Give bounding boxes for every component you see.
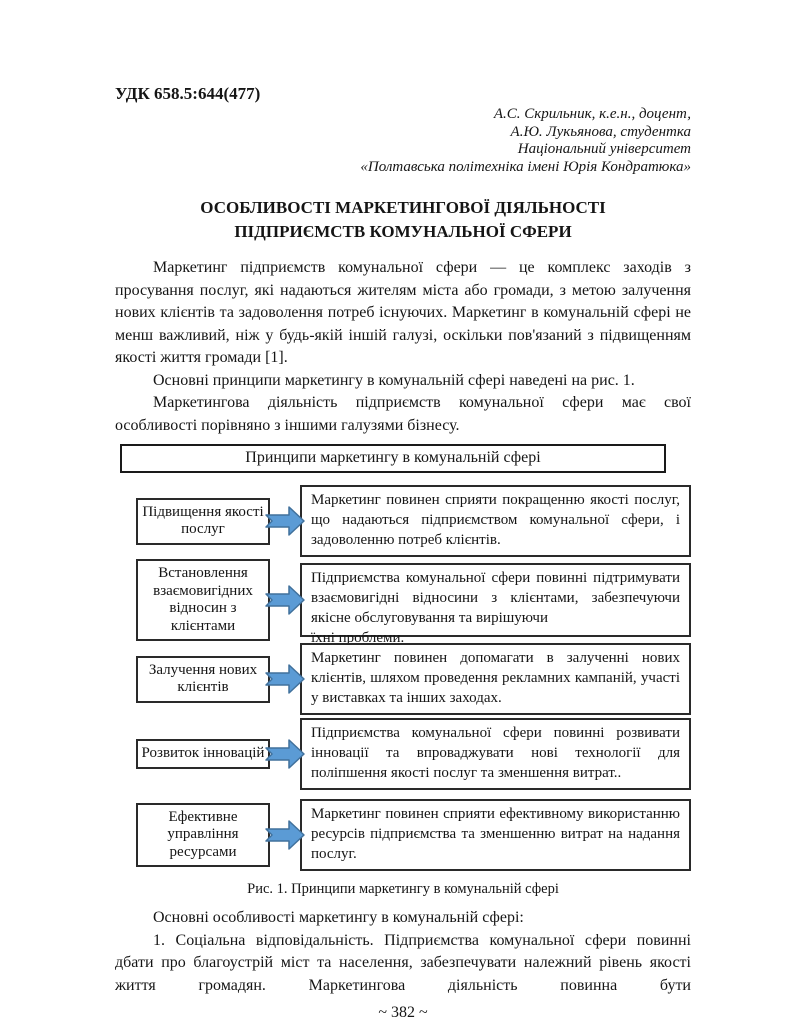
principle-box: Залучення нових клієнтів (136, 656, 270, 703)
paper-title (115, 196, 691, 244)
principle-box: Ефективне управління ресурсами (136, 803, 270, 868)
description-box (300, 485, 691, 557)
principle-box: Розвиток інновацій (136, 739, 270, 769)
author-line: А.С. Скрильник, к.е.н., доцент, (493, 106, 691, 122)
affiliation-line: Національний університет (517, 141, 691, 157)
description-box (300, 563, 691, 646)
affiliation-line: «Полтавська політехніка імені Юрія Кондратюка» (360, 158, 691, 175)
figure-row (115, 799, 691, 871)
flow-arrow-icon (268, 664, 302, 694)
figure-rows (115, 485, 691, 871)
description-text: Маркетинг повинен допомагати в залученні нових клієнтів, шляхом проведення рекламних кампаній, участі у виставках та інших заходах. (311, 650, 680, 706)
flow-arrow-icon (268, 585, 302, 615)
description-text: Маркетинг повинен сприяти ефективному використанню ресурсів підприємства та зменшенню витрат на надання послуг. (311, 806, 680, 862)
page-number: ~ 382 ~ (378, 1004, 428, 1021)
body-paragraph: Маркетингова діяльність підприємств комунальної сфери має свої особливості порівняно з іншими галузями бізнесу. (115, 394, 691, 434)
description-box (300, 718, 691, 790)
description-box (300, 643, 691, 715)
figure-caption: Рис. 1. Принципи маркетингу в комунальній сфері (247, 881, 559, 897)
principle-box: Встановлення взаємовигідних відносин з клієнтами (136, 559, 270, 641)
principle-box: Підвищення якості послуг (136, 498, 270, 545)
description-text: Підприємства комунальної сфери повинні підтримувати взаємовигідні відносини з клієнтами, забезпечуючи якісне обслуговування та вирішуючи (311, 570, 680, 626)
figure-row (115, 559, 691, 646)
author-line: А.Ю. Лукьянова, студентка (510, 123, 691, 140)
clipped-text-line: їхні проблеми. (311, 630, 405, 646)
flow-arrow-icon (268, 506, 302, 536)
body-paragraph: Основні принципи маркетингу в комунальній сфері наведені на рис. 1. (153, 371, 635, 389)
paper-title-line: ОСОБЛИВОСТІ МАРКЕТИНГОВОЇ ДІЯЛЬНОСТІ (200, 198, 606, 217)
figure-1 (115, 444, 691, 898)
flow-arrow-icon (268, 739, 302, 769)
flow-arrow-icon (268, 820, 302, 850)
description-text: Підприємства комунальної сфери повинні розвивати інновації та впроваджувати нові технології для поліпшення якості послуг та зменшення витрат.. (311, 725, 680, 781)
figure-row (115, 643, 691, 715)
author-block (115, 106, 691, 176)
figure-header-box: Принципи маркетингу в комунальній сфері (120, 444, 666, 473)
udc-code: УДК 658.5:644(477) (115, 84, 261, 103)
figure-row (115, 718, 691, 790)
paper-title-line: ПІДПРИЄМСТВ КОМУНАЛЬНОЇ СФЕРИ (234, 222, 572, 241)
description-box (300, 799, 691, 871)
description-text: Маркетинг повинен сприяти покращенню якості послуг, що надаються підприємством комунальної сфери, і задоволенню потреб клієнтів. (311, 492, 680, 548)
body-paragraph: Маркетинг підприємств комунальної сфери — це комплекс заходів з просування послуг, які надаються жителям міста або громади, з метою залучення нових клієнтів та задоволення потреб існуючих. Маркетинг в комунальній сфері не менш важливий, ніж у будь-якій іншій галузі, оскільки пов'язаний з підвищенням якості життя громади [1]. (115, 259, 691, 366)
figure-row (115, 485, 691, 557)
body-paragraph: Основні особливості маркетингу в комунальній сфері: (153, 909, 524, 926)
body-paragraph: 1. Соціальна відповідальність. Підприємства комунальної сфери повинні дбати про благоустрій міст та населення, забезпечувати належний рівень якості життя громадян. Маркетингова діяльність повинна бути (115, 931, 691, 994)
